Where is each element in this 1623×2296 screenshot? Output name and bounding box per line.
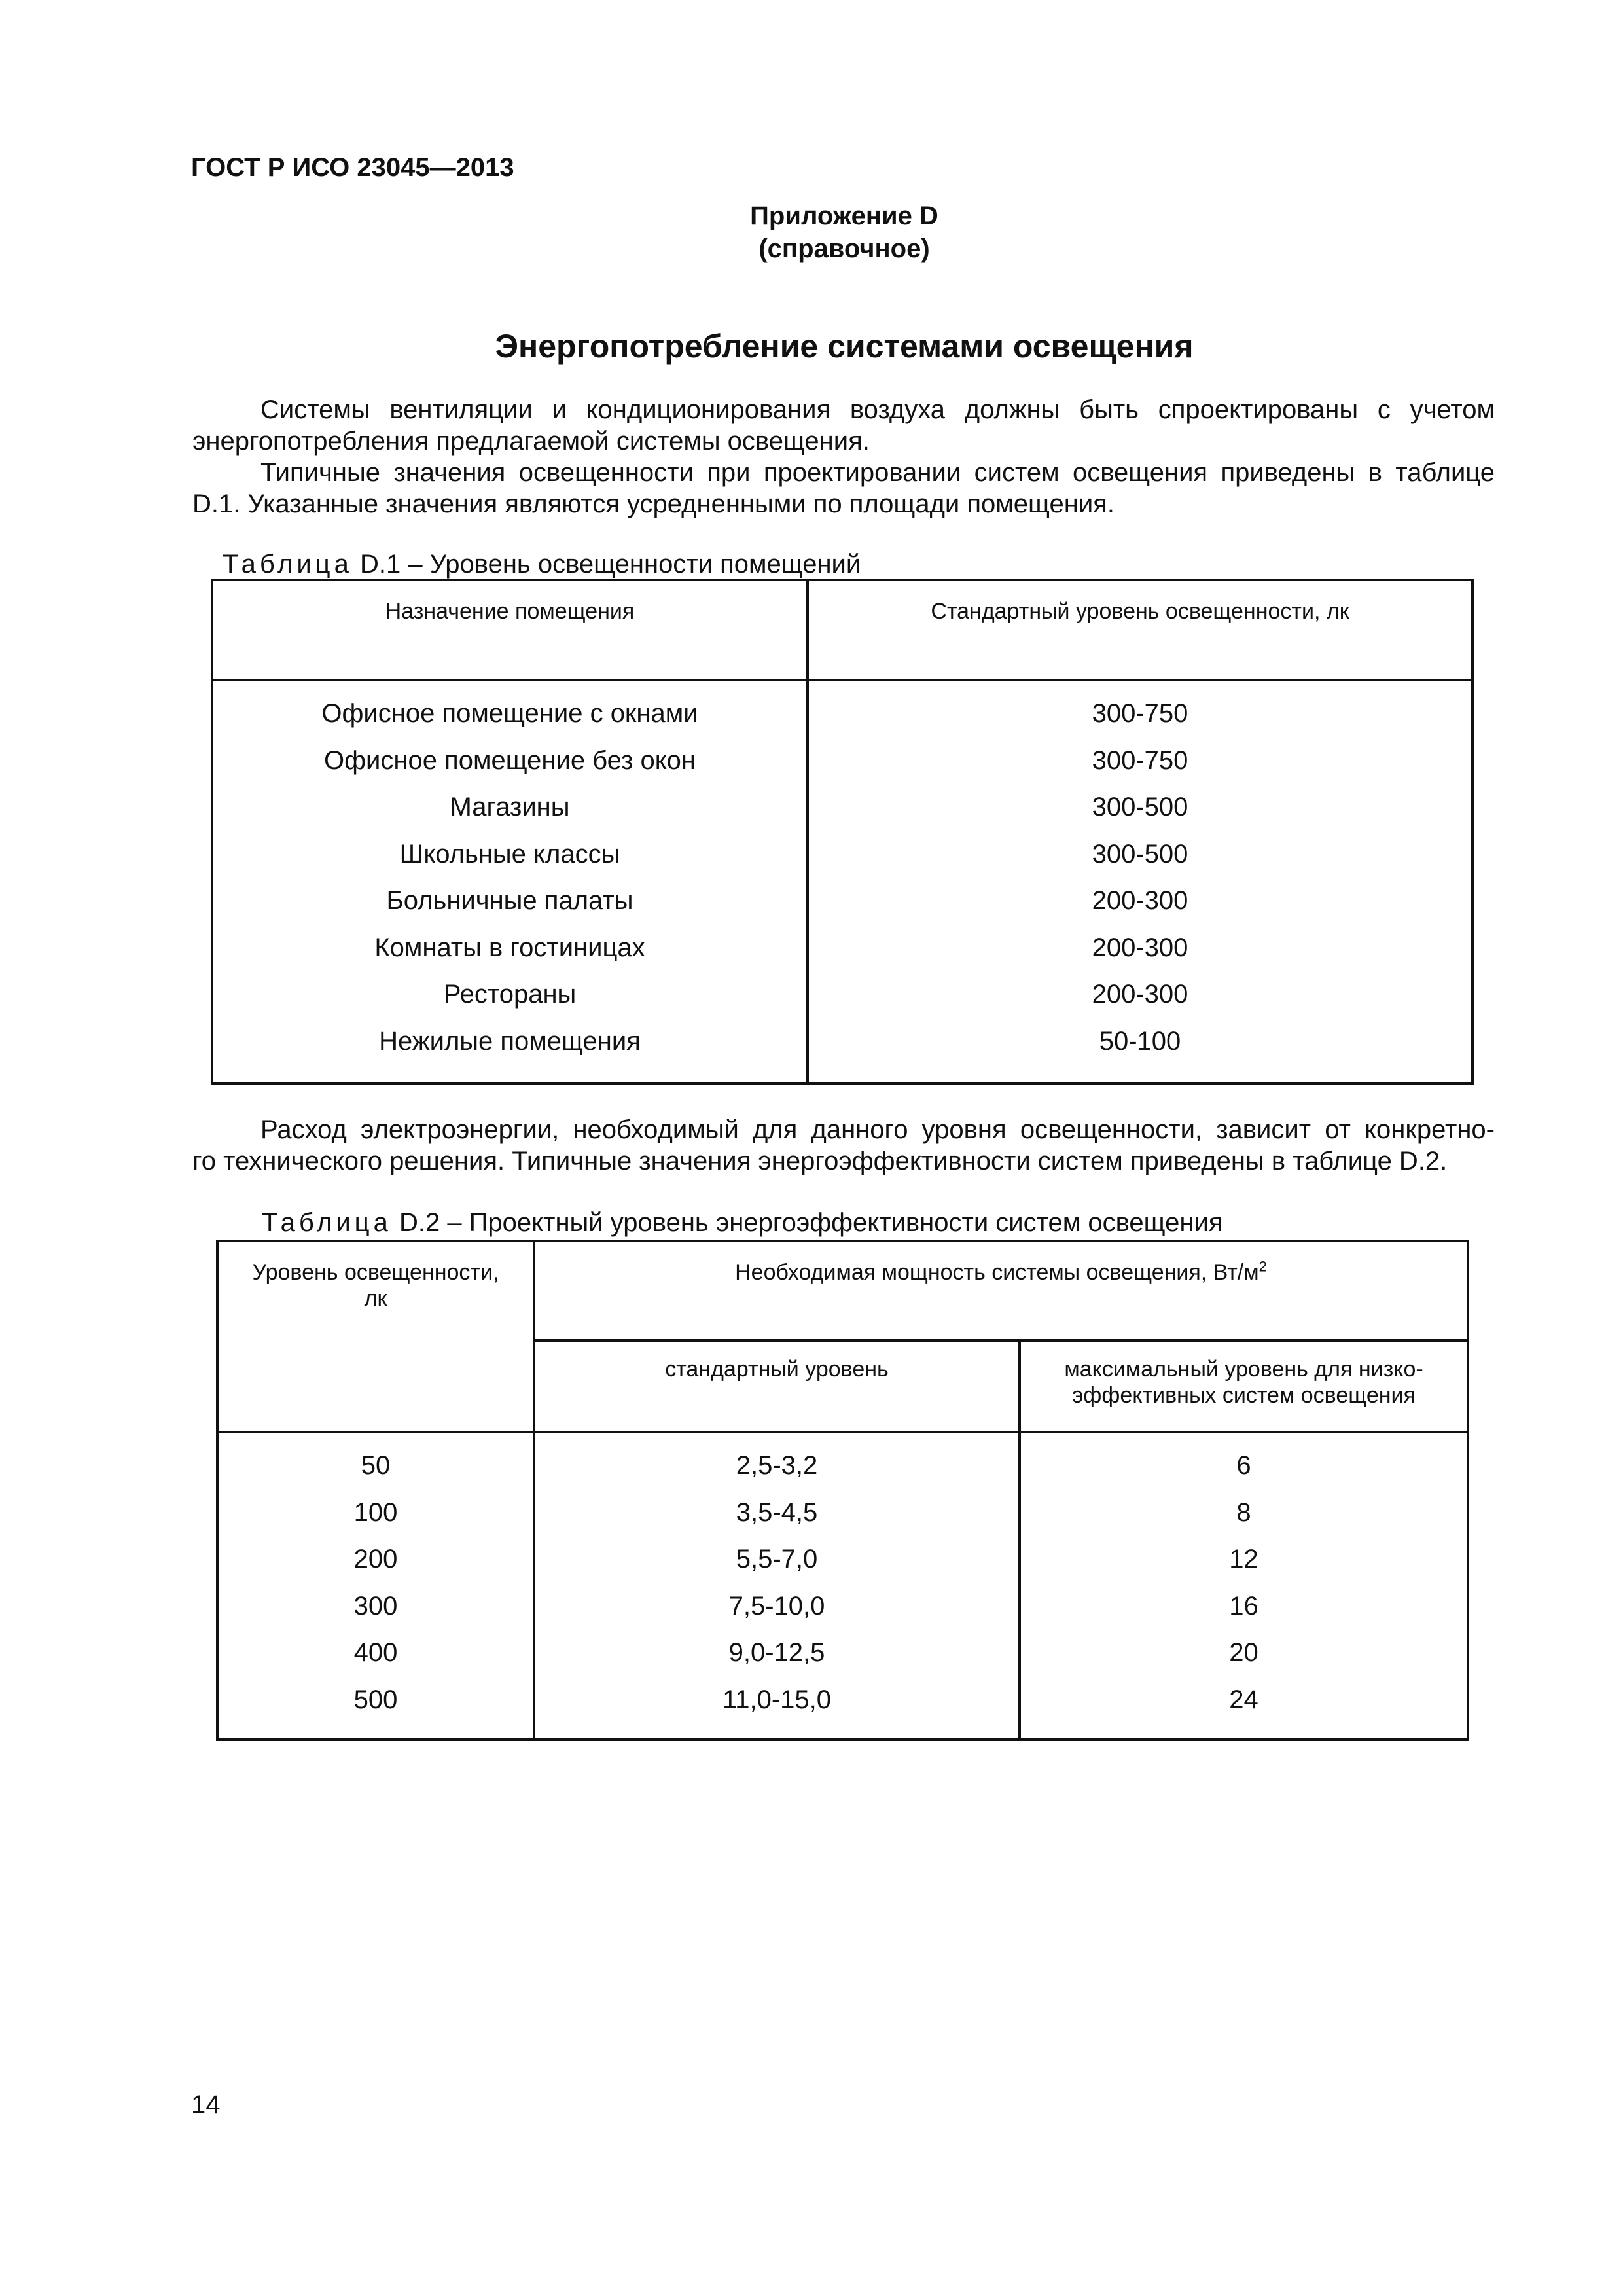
- annex-kind: (справочное): [758, 234, 930, 263]
- table-2-level-cell: 50: [361, 1451, 391, 1480]
- table-1-illuminance-cell: 300-500: [1092, 839, 1188, 869]
- paragraph-3: [192, 1114, 1495, 1177]
- table-1-room-cell: Магазины: [450, 793, 570, 821]
- table-1-illuminance-cell: 200-300: [1092, 980, 1188, 1009]
- paragraph-2: [192, 457, 1495, 520]
- table-1-room-cell: Нежилые помещения: [379, 1026, 641, 1056]
- table-2-max-cell: 8: [1236, 1498, 1251, 1527]
- table-2-header-max-line-1: максимальный уровень для низко-: [1064, 1357, 1423, 1382]
- table-1-caption: [223, 550, 861, 579]
- table-2-level-cell: 200: [353, 1545, 398, 1573]
- table-2-standard-cell: 7,5-10,0: [728, 1591, 825, 1621]
- table-2-max-column: [1020, 1432, 1468, 1740]
- paragraph-2-line-1: Типичные значения освещенности при проектировании систем освещения приведены в таблице: [260, 458, 1495, 487]
- paragraph-1-line-1: Системы вентиляции и кондиционирования воздуха должны быть спроектированы с учетом: [260, 395, 1495, 424]
- table-1-illuminance-cell: 300-500: [1092, 793, 1188, 821]
- paragraph-1: [192, 394, 1495, 457]
- table-2-standard-cell: 9,0-12,5: [728, 1638, 825, 1667]
- table-2-max-cell: 20: [1229, 1638, 1258, 1667]
- table-1-illuminance-cell: 300-750: [1092, 745, 1188, 775]
- table-1-room-cell: Офисное помещение с окнами: [321, 699, 698, 728]
- table-2-max-cell: 24: [1229, 1685, 1258, 1714]
- table-1-room-cell: Рестораны: [443, 980, 577, 1009]
- annex-title: Приложение D: [750, 202, 938, 230]
- table-2: [216, 1240, 1469, 1741]
- table-1-illuminance-column: [808, 680, 1472, 1083]
- table-1-header-room: Назначение помещения: [212, 580, 808, 680]
- table-1-room-column: [212, 680, 808, 1083]
- table-2-header-level-line-2: лк: [364, 1286, 387, 1311]
- paragraph-1-line-2: энергопотребления предлагаемой системы освещения.: [192, 427, 870, 456]
- page-number: 14: [191, 2090, 221, 2119]
- table-2-standard-cell: 2,5-3,2: [736, 1451, 818, 1480]
- table-2-standard-column: [534, 1432, 1020, 1740]
- table-2-caption-text: D.2 – Проектный уровень энергоэффективности систем освещения: [399, 1208, 1223, 1237]
- table-2-level-cell: 300: [353, 1591, 398, 1621]
- table-2-standard-cell: 5,5-7,0: [736, 1545, 818, 1573]
- table-2-header-power-text: Необходимая мощность системы освещения, Вт/м: [735, 1260, 1259, 1285]
- section-title: Энергопотребление системами освещения: [495, 328, 1194, 365]
- table-1-illuminance-cell: 200-300: [1092, 933, 1188, 962]
- table-1-caption-label: Таблица: [223, 550, 353, 579]
- table-2-standard-cell: 3,5-4,5: [736, 1498, 818, 1527]
- table-2-max-cell: 6: [1236, 1451, 1251, 1480]
- table-2-caption: [262, 1208, 1222, 1238]
- table-1-room-cell: Офисное помещение без окон: [323, 745, 696, 775]
- paragraph-3-line-2: го технического решения. Типичные значения энергоэффективности систем приведены в таблице D.2.: [192, 1147, 1448, 1175]
- paragraph-3-line-1: Расход электроэнергии, необходимый для данного уровня освещенности, зависит от конкретно-: [260, 1115, 1495, 1144]
- table-1-header-illuminance: Стандартный уровень освещенности, лк: [808, 580, 1472, 680]
- table-1: [211, 579, 1474, 1085]
- table-1-caption-text: D.1 – Уровень освещенности помещений: [359, 550, 861, 579]
- paragraph-2-line-2: D.1. Указанные значения являются усредненными по площади помещения.: [192, 490, 1115, 518]
- table-2-level-column: [217, 1432, 534, 1740]
- table-2-header-power: [534, 1241, 1468, 1340]
- table-2-max-cell: 16: [1229, 1591, 1258, 1621]
- table-1-illuminance-cell: 300-750: [1092, 699, 1188, 728]
- table-1-room-cell: Больничные палаты: [386, 886, 633, 915]
- table-2-caption-label: Таблица: [262, 1208, 392, 1237]
- table-2-level-cell: 400: [353, 1638, 398, 1667]
- standard-code: ГОСТ Р ИСО 23045—2013: [191, 153, 514, 182]
- table-2-level-cell: 500: [353, 1685, 398, 1714]
- table-2-header-max: [1020, 1340, 1468, 1432]
- table-2-header-level-line-1: Уровень освещенности,: [252, 1260, 499, 1285]
- table-2-max-cell: 12: [1229, 1545, 1258, 1573]
- table-2-header-power-superscript: 2: [1258, 1258, 1267, 1275]
- table-1-room-cell: Комнаты в гостиницах: [374, 933, 645, 962]
- table-2-header-standard: стандартный уровень: [534, 1340, 1020, 1432]
- table-2-header-max-line-2: эффективных систем освещения: [1072, 1383, 1416, 1408]
- table-2-header-level: [217, 1241, 534, 1432]
- table-1-illuminance-cell: 200-300: [1092, 886, 1188, 915]
- table-1-illuminance-cell: 50-100: [1099, 1026, 1181, 1056]
- table-1-room-cell: Школьные классы: [399, 839, 620, 869]
- table-2-standard-cell: 11,0-15,0: [722, 1685, 832, 1714]
- table-2-level-cell: 100: [353, 1498, 398, 1527]
